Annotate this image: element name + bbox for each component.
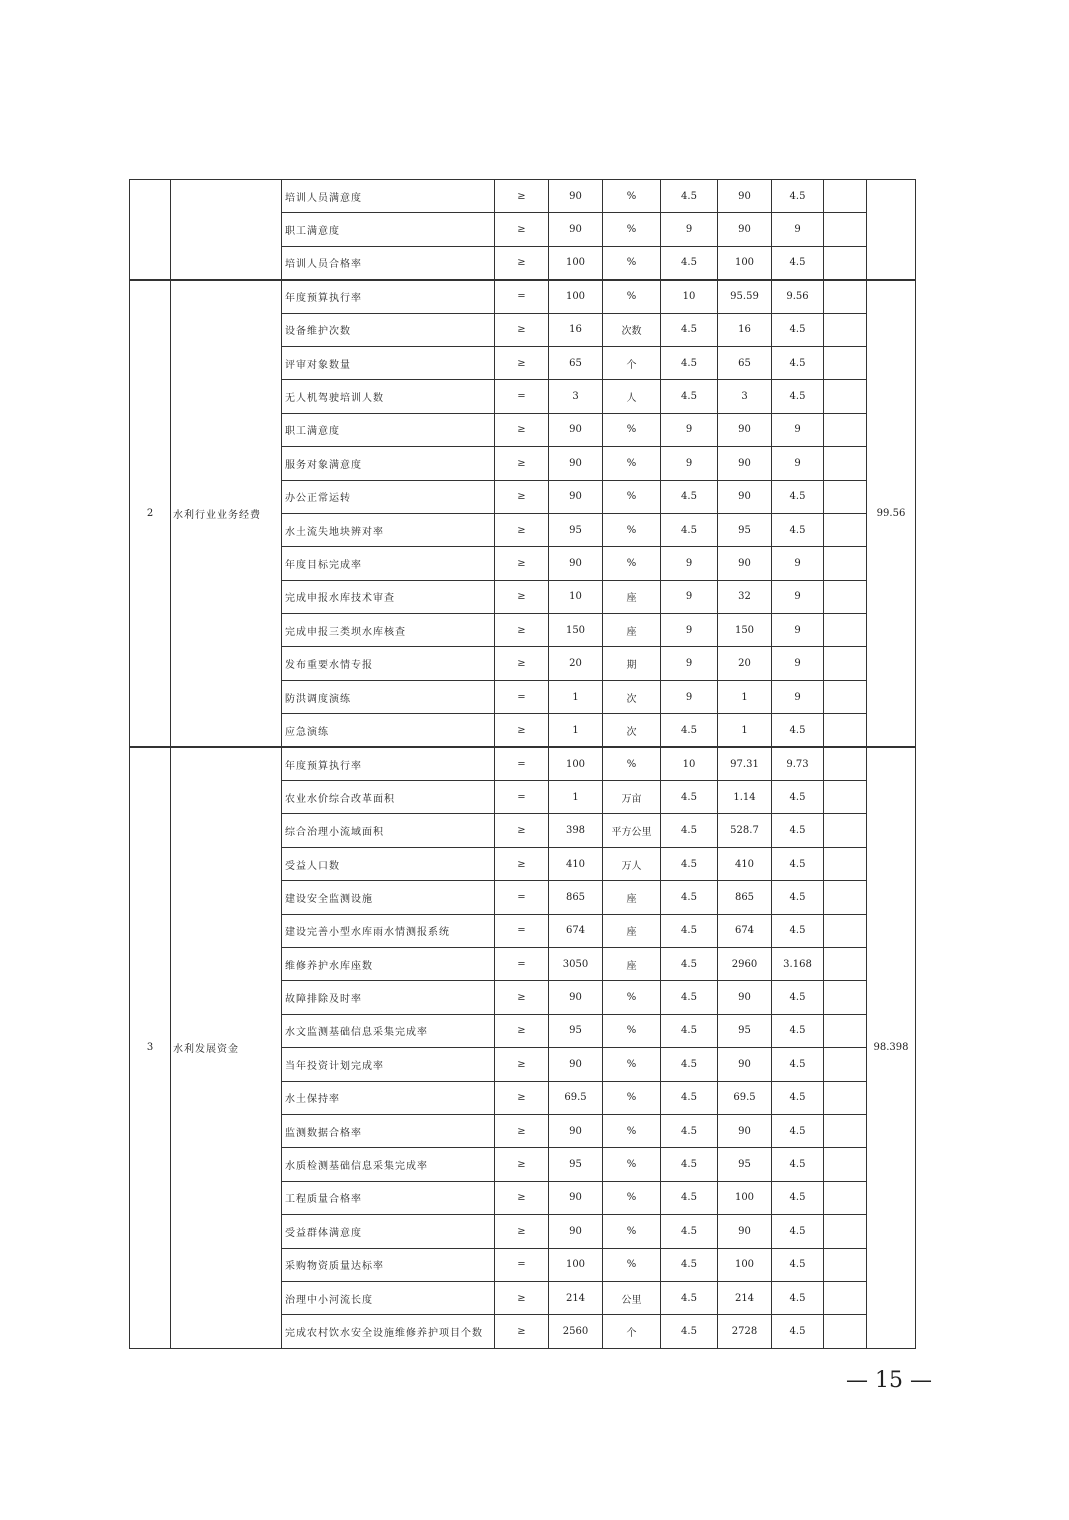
score-cell: 4.5	[772, 847, 824, 880]
unit-cell: 座	[603, 881, 661, 914]
indicator-cell: 工程质量合格率	[282, 1181, 495, 1214]
empty-cell	[824, 680, 867, 713]
project-index-cell: 2	[130, 280, 171, 747]
op-cell: ≥	[495, 213, 549, 246]
actual-cell: 214	[718, 1281, 772, 1314]
weight-cell: 9	[661, 413, 718, 446]
indicator-cell: 故障排除及时率	[282, 981, 495, 1014]
op-cell: ≥	[495, 1181, 549, 1214]
actual-cell: 2728	[718, 1315, 772, 1348]
unit-cell: %	[603, 1181, 661, 1214]
op-cell: =	[495, 380, 549, 413]
target-cell: 90	[549, 180, 603, 213]
actual-cell: 90	[718, 447, 772, 480]
weight-cell: 9	[661, 580, 718, 613]
actual-cell: 674	[718, 914, 772, 947]
score-cell: 4.5	[772, 513, 824, 546]
op-cell: =	[495, 747, 549, 780]
table-body	[130, 180, 916, 1349]
indicator-cell: 采购物资质量达标率	[282, 1248, 495, 1281]
op-cell: ≥	[495, 447, 549, 480]
unit-cell: %	[603, 246, 661, 279]
actual-cell: 90	[718, 1215, 772, 1248]
empty-cell	[824, 1181, 867, 1214]
op-cell: ≥	[495, 1215, 549, 1248]
score-cell: 4.5	[772, 1315, 824, 1348]
actual-cell: 90	[718, 1114, 772, 1147]
score-cell: 4.5	[772, 1114, 824, 1147]
score-cell: 4.5	[772, 180, 824, 213]
op-cell: ≥	[495, 1148, 549, 1181]
unit-cell: %	[603, 213, 661, 246]
op-cell: ≥	[495, 1315, 549, 1348]
target-cell: 90	[549, 1181, 603, 1214]
weight-cell: 4.5	[661, 346, 718, 379]
indicator-cell: 办公正常运转	[282, 480, 495, 513]
project-score-cell	[867, 180, 916, 280]
indicator-cell: 无人机驾驶培训人数	[282, 380, 495, 413]
target-cell: 3	[549, 380, 603, 413]
score-cell: 9	[772, 647, 824, 680]
op-cell: ≥	[495, 313, 549, 346]
empty-cell	[824, 1315, 867, 1348]
score-cell: 4.5	[772, 246, 824, 279]
unit-cell: 个	[603, 1315, 661, 1348]
indicator-cell: 职工满意度	[282, 413, 495, 446]
target-cell: 90	[549, 447, 603, 480]
score-cell: 9.73	[772, 747, 824, 780]
score-cell: 9	[772, 680, 824, 713]
empty-cell	[824, 981, 867, 1014]
weight-cell: 4.5	[661, 1181, 718, 1214]
op-cell: ≥	[495, 714, 549, 747]
score-cell: 4.5	[772, 1148, 824, 1181]
unit-cell: 期	[603, 647, 661, 680]
op-cell: ≥	[495, 413, 549, 446]
op-cell: =	[495, 947, 549, 980]
unit-cell: 个	[603, 346, 661, 379]
project-score-cell: 98.398	[867, 747, 916, 1348]
target-cell: 3050	[549, 947, 603, 980]
actual-cell: 16	[718, 313, 772, 346]
weight-cell: 4.5	[661, 1048, 718, 1081]
op-cell: ≥	[495, 647, 549, 680]
score-cell: 4.5	[772, 881, 824, 914]
unit-cell: %	[603, 1148, 661, 1181]
empty-cell	[824, 1281, 867, 1314]
actual-cell: 90	[718, 981, 772, 1014]
indicator-cell: 建设完善小型水库雨水情测报系统	[282, 914, 495, 947]
indicator-cell: 防洪调度演练	[282, 680, 495, 713]
performance-table	[129, 179, 916, 1349]
unit-cell: 次	[603, 680, 661, 713]
unit-cell: 次	[603, 714, 661, 747]
empty-cell	[824, 513, 867, 546]
op-cell: =	[495, 881, 549, 914]
target-cell: 1	[549, 714, 603, 747]
weight-cell: 4.5	[661, 1081, 718, 1114]
empty-cell	[824, 480, 867, 513]
op-cell: ≥	[495, 346, 549, 379]
target-cell: 1	[549, 781, 603, 814]
indicator-cell: 应急演练	[282, 714, 495, 747]
actual-cell: 90	[718, 413, 772, 446]
actual-cell: 100	[718, 1181, 772, 1214]
target-cell: 100	[549, 1248, 603, 1281]
op-cell: ≥	[495, 614, 549, 647]
indicator-cell: 服务对象满意度	[282, 447, 495, 480]
unit-cell: 座	[603, 914, 661, 947]
empty-cell	[824, 547, 867, 580]
op-cell: ≥	[495, 513, 549, 546]
project-name-cell: 水利发展资金	[171, 747, 282, 1348]
empty-cell	[824, 346, 867, 379]
target-cell: 20	[549, 647, 603, 680]
target-cell: 674	[549, 914, 603, 947]
indicator-cell: 建设安全监测设施	[282, 881, 495, 914]
empty-cell	[824, 614, 867, 647]
actual-cell: 150	[718, 614, 772, 647]
empty-cell	[824, 180, 867, 213]
actual-cell: 865	[718, 881, 772, 914]
weight-cell: 4.5	[661, 714, 718, 747]
target-cell: 90	[549, 981, 603, 1014]
score-cell: 4.5	[772, 1248, 824, 1281]
weight-cell: 9	[661, 614, 718, 647]
indicator-cell: 年度预算执行率	[282, 747, 495, 780]
op-cell: ≥	[495, 547, 549, 580]
target-cell: 16	[549, 313, 603, 346]
actual-cell: 100	[718, 246, 772, 279]
weight-cell: 4.5	[661, 380, 718, 413]
actual-cell: 1	[718, 680, 772, 713]
weight-cell: 4.5	[661, 1014, 718, 1047]
unit-cell: %	[603, 547, 661, 580]
indicator-cell: 培训人员合格率	[282, 246, 495, 279]
weight-cell: 9	[661, 680, 718, 713]
score-cell: 4.5	[772, 914, 824, 947]
empty-cell	[824, 1014, 867, 1047]
indicator-cell: 设备维护次数	[282, 313, 495, 346]
weight-cell: 4.5	[661, 313, 718, 346]
indicator-cell: 水质检测基础信息采集完成率	[282, 1148, 495, 1181]
weight-cell: 4.5	[661, 1148, 718, 1181]
score-cell: 4.5	[772, 981, 824, 1014]
actual-cell: 95	[718, 513, 772, 546]
empty-cell	[824, 246, 867, 279]
unit-cell: 人	[603, 380, 661, 413]
indicator-cell: 治理中小河流长度	[282, 1281, 495, 1314]
score-cell: 4.5	[772, 1181, 824, 1214]
op-cell: ≥	[495, 1281, 549, 1314]
project-index-cell	[130, 180, 171, 280]
unit-cell: %	[603, 1248, 661, 1281]
target-cell: 100	[549, 280, 603, 313]
weight-cell: 4.5	[661, 1215, 718, 1248]
unit-cell: 万亩	[603, 781, 661, 814]
indicator-cell: 监测数据合格率	[282, 1114, 495, 1147]
target-cell: 214	[549, 1281, 603, 1314]
unit-cell: %	[603, 413, 661, 446]
indicator-cell: 受益群体满意度	[282, 1215, 495, 1248]
weight-cell: 4.5	[661, 947, 718, 980]
actual-cell: 97.31	[718, 747, 772, 780]
actual-cell: 528.7	[718, 814, 772, 847]
empty-cell	[824, 914, 867, 947]
unit-cell: 座	[603, 614, 661, 647]
indicator-cell: 发布重要水情专报	[282, 647, 495, 680]
weight-cell: 4.5	[661, 781, 718, 814]
actual-cell: 90	[718, 180, 772, 213]
indicator-cell: 年度目标完成率	[282, 547, 495, 580]
weight-cell: 4.5	[661, 914, 718, 947]
indicator-cell: 评审对象数量	[282, 346, 495, 379]
score-cell: 9	[772, 413, 824, 446]
unit-cell: %	[603, 747, 661, 780]
unit-cell: %	[603, 1114, 661, 1147]
empty-cell	[824, 747, 867, 780]
op-cell: ≥	[495, 814, 549, 847]
empty-cell	[824, 413, 867, 446]
op-cell: ≥	[495, 246, 549, 279]
indicator-cell: 年度预算执行率	[282, 280, 495, 313]
score-cell: 4.5	[772, 346, 824, 379]
indicator-cell: 水土流失地块辨对率	[282, 513, 495, 546]
weight-cell: 4.5	[661, 1315, 718, 1348]
score-cell: 4.5	[772, 1281, 824, 1314]
score-cell: 4.5	[772, 714, 824, 747]
project-score-cell: 99.56	[867, 280, 916, 747]
target-cell: 150	[549, 614, 603, 647]
empty-cell	[824, 881, 867, 914]
score-cell: 9	[772, 547, 824, 580]
empty-cell	[824, 1048, 867, 1081]
score-cell: 4.5	[772, 313, 824, 346]
op-cell: ≥	[495, 180, 549, 213]
op-cell: ≥	[495, 480, 549, 513]
op-cell: ≥	[495, 1081, 549, 1114]
target-cell: 398	[549, 814, 603, 847]
actual-cell: 1	[718, 714, 772, 747]
op-cell: ≥	[495, 1014, 549, 1047]
target-cell: 95	[549, 1014, 603, 1047]
empty-cell	[824, 847, 867, 880]
actual-cell: 90	[718, 1048, 772, 1081]
score-cell: 4.5	[772, 480, 824, 513]
score-cell: 4.5	[772, 781, 824, 814]
weight-cell: 10	[661, 747, 718, 780]
actual-cell: 3	[718, 380, 772, 413]
target-cell: 410	[549, 847, 603, 880]
target-cell: 100	[549, 747, 603, 780]
score-cell: 9	[772, 447, 824, 480]
indicator-cell: 完成申报三类坝水库核查	[282, 614, 495, 647]
empty-cell	[824, 814, 867, 847]
empty-cell	[824, 280, 867, 313]
empty-cell	[824, 1215, 867, 1248]
target-cell: 1	[549, 680, 603, 713]
weight-cell: 4.5	[661, 814, 718, 847]
actual-cell: 90	[718, 480, 772, 513]
indicator-cell: 完成农村饮水安全设施维修养护项目个数	[282, 1315, 495, 1348]
empty-cell	[824, 380, 867, 413]
empty-cell	[824, 647, 867, 680]
unit-cell: %	[603, 513, 661, 546]
weight-cell: 4.5	[661, 246, 718, 279]
actual-cell: 100	[718, 1248, 772, 1281]
score-cell: 4.5	[772, 1014, 824, 1047]
score-cell: 4.5	[772, 380, 824, 413]
unit-cell: %	[603, 1081, 661, 1114]
unit-cell: 座	[603, 947, 661, 980]
actual-cell: 90	[718, 547, 772, 580]
op-cell: ≥	[495, 847, 549, 880]
target-cell: 90	[549, 480, 603, 513]
score-cell: 4.5	[772, 1048, 824, 1081]
table-row	[130, 747, 916, 780]
indicator-cell: 当年投资计划完成率	[282, 1048, 495, 1081]
actual-cell: 32	[718, 580, 772, 613]
op-cell: ≥	[495, 1048, 549, 1081]
weight-cell: 4.5	[661, 1114, 718, 1147]
weight-cell: 4.5	[661, 881, 718, 914]
unit-cell: 公里	[603, 1281, 661, 1314]
weight-cell: 4.5	[661, 180, 718, 213]
unit-cell: %	[603, 1048, 661, 1081]
unit-cell: 次数	[603, 313, 661, 346]
target-cell: 10	[549, 580, 603, 613]
op-cell: =	[495, 280, 549, 313]
score-cell: 4.5	[772, 1215, 824, 1248]
actual-cell: 2960	[718, 947, 772, 980]
op-cell: ≥	[495, 981, 549, 1014]
weight-cell: 9	[661, 647, 718, 680]
target-cell: 90	[549, 413, 603, 446]
score-cell: 9	[772, 213, 824, 246]
page-number: — 15 —	[846, 1368, 932, 1393]
target-cell: 65	[549, 346, 603, 379]
weight-cell: 10	[661, 280, 718, 313]
weight-cell: 9	[661, 547, 718, 580]
indicator-cell: 完成申报水库技术审查	[282, 580, 495, 613]
actual-cell: 90	[718, 213, 772, 246]
indicator-cell: 培训人员满意度	[282, 180, 495, 213]
project-name-cell: 水利行业业务经费	[171, 280, 282, 747]
empty-cell	[824, 1148, 867, 1181]
project-index-cell: 3	[130, 747, 171, 1348]
actual-cell: 65	[718, 346, 772, 379]
score-cell: 4.5	[772, 814, 824, 847]
op-cell: =	[495, 680, 549, 713]
empty-cell	[824, 580, 867, 613]
indicator-cell: 农业水价综合改革面积	[282, 781, 495, 814]
weight-cell: 4.5	[661, 480, 718, 513]
score-cell: 3.168	[772, 947, 824, 980]
weight-cell: 4.5	[661, 1281, 718, 1314]
weight-cell: 4.5	[661, 513, 718, 546]
empty-cell	[824, 947, 867, 980]
unit-cell: %	[603, 981, 661, 1014]
target-cell: 90	[549, 1048, 603, 1081]
empty-cell	[824, 1114, 867, 1147]
unit-cell: %	[603, 1215, 661, 1248]
weight-cell: 4.5	[661, 981, 718, 1014]
unit-cell: 平方公里	[603, 814, 661, 847]
project-name-cell	[171, 180, 282, 280]
actual-cell: 95	[718, 1014, 772, 1047]
target-cell: 90	[549, 1215, 603, 1248]
target-cell: 865	[549, 881, 603, 914]
weight-cell: 9	[661, 213, 718, 246]
empty-cell	[824, 447, 867, 480]
op-cell: ≥	[495, 580, 549, 613]
actual-cell: 95	[718, 1148, 772, 1181]
op-cell: ≥	[495, 1114, 549, 1147]
score-cell: 9	[772, 580, 824, 613]
actual-cell: 69.5	[718, 1081, 772, 1114]
empty-cell	[824, 313, 867, 346]
indicator-cell: 职工满意度	[282, 213, 495, 246]
unit-cell: 万人	[603, 847, 661, 880]
unit-cell: %	[603, 280, 661, 313]
score-cell: 9.56	[772, 280, 824, 313]
indicator-cell: 维修养护水库座数	[282, 947, 495, 980]
indicator-cell: 受益人口数	[282, 847, 495, 880]
weight-cell: 4.5	[661, 847, 718, 880]
actual-cell: 95.59	[718, 280, 772, 313]
target-cell: 69.5	[549, 1081, 603, 1114]
op-cell: =	[495, 781, 549, 814]
indicator-cell: 水文监测基础信息采集完成率	[282, 1014, 495, 1047]
op-cell: =	[495, 914, 549, 947]
unit-cell: 座	[603, 580, 661, 613]
empty-cell	[824, 1081, 867, 1114]
unit-cell: %	[603, 1014, 661, 1047]
indicator-cell: 水土保持率	[282, 1081, 495, 1114]
target-cell: 95	[549, 513, 603, 546]
table-row	[130, 180, 916, 213]
empty-cell	[824, 781, 867, 814]
target-cell: 90	[549, 547, 603, 580]
target-cell: 95	[549, 1148, 603, 1181]
unit-cell: %	[603, 480, 661, 513]
target-cell: 2560	[549, 1315, 603, 1348]
target-cell: 90	[549, 213, 603, 246]
weight-cell: 4.5	[661, 1248, 718, 1281]
indicator-cell: 综合治理小流域面积	[282, 814, 495, 847]
score-cell: 9	[772, 614, 824, 647]
table-row	[130, 280, 916, 313]
weight-cell: 9	[661, 447, 718, 480]
target-cell: 90	[549, 1114, 603, 1147]
empty-cell	[824, 714, 867, 747]
op-cell: =	[495, 1248, 549, 1281]
target-cell: 100	[549, 246, 603, 279]
unit-cell: %	[603, 180, 661, 213]
actual-cell: 1.14	[718, 781, 772, 814]
empty-cell	[824, 213, 867, 246]
actual-cell: 20	[718, 647, 772, 680]
empty-cell	[824, 1248, 867, 1281]
score-cell: 4.5	[772, 1081, 824, 1114]
actual-cell: 410	[718, 847, 772, 880]
unit-cell: %	[603, 447, 661, 480]
